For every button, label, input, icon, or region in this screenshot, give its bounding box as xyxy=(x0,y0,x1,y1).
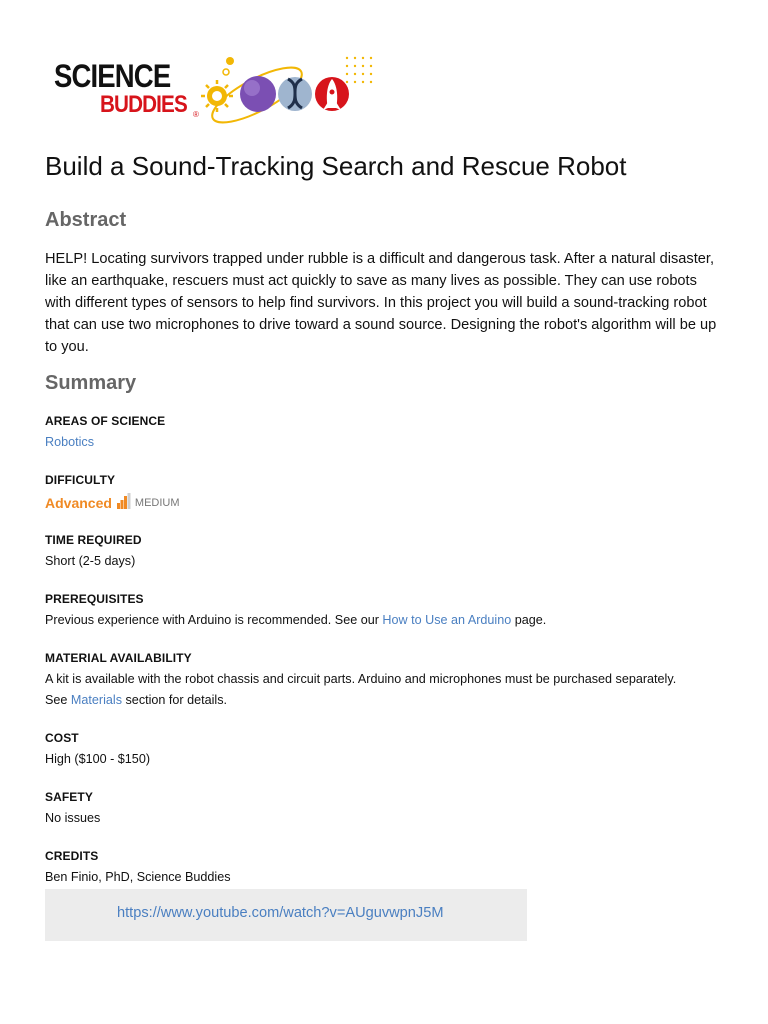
time-required xyxy=(45,532,725,572)
dna-icon xyxy=(278,77,312,111)
science-buddies-logo[interactable] xyxy=(52,50,382,128)
logo-text-science: SCIENCE xyxy=(54,58,171,94)
difficulty xyxy=(45,472,725,512)
credits-label: CREDITS xyxy=(45,849,99,863)
safety xyxy=(45,789,725,829)
youtube-video-link[interactable]: https://www.youtube.com/watch?v=AUguvwpnJ5M xyxy=(117,905,444,921)
difficulty-level: Advanced xyxy=(45,495,112,511)
difficulty-bars-icon xyxy=(117,493,131,509)
difficulty-sublevel: MEDIUM xyxy=(134,497,180,509)
arduino-guide-link[interactable]: How to Use an Arduino xyxy=(382,613,512,627)
summary-heading: Summary xyxy=(45,372,137,394)
prereq-label: PREREQUISITES xyxy=(45,592,144,606)
rocket-icon xyxy=(315,77,349,111)
abstract-heading: Abstract xyxy=(45,209,127,231)
prerequisites xyxy=(45,591,725,631)
time-value: Short (2-5 days) xyxy=(45,554,136,568)
credits xyxy=(45,848,725,888)
page-title: Build a Sound-Tracking Search and Rescue Robot xyxy=(45,151,627,181)
safety-value: No issues xyxy=(45,811,101,825)
abstract-text: HELP! Locating survivors trapped under rubble is a difficult and dangerous task. After a natural disaster, like an earthquake, rescuers must act quickly to save as many lives as possible. They can use robots with different types of sensors to help find survivors. In this project you will build a sound-tracking robot that can use two microphones to drive toward a sound source. Designing the robot's algorithm will be up to you. xyxy=(45,251,717,355)
logo-science-icons xyxy=(192,50,382,128)
prereq-value: Previous experience with Arduino is recommended. See our How to Use an Arduino page. xyxy=(45,613,547,627)
materials-link[interactable]: Materials xyxy=(70,693,123,707)
video-embed-box xyxy=(45,889,527,941)
planet-icon xyxy=(240,76,276,112)
safety-label: SAFETY xyxy=(45,790,93,804)
logo-registered-mark: ® xyxy=(193,110,199,119)
cost-label: COST xyxy=(45,731,79,745)
cost-value: High ($100 - $150) xyxy=(45,752,151,766)
sun-icon xyxy=(201,80,233,112)
material-label: MATERIAL AVAILABILITY xyxy=(45,651,192,665)
material-availability xyxy=(45,650,725,711)
difficulty-indicator xyxy=(45,492,725,512)
logo-text-buddies: BUDDIES xyxy=(100,91,187,118)
difficulty-label: DIFFICULTY xyxy=(45,473,116,487)
areas-of-science xyxy=(45,413,725,453)
dots-decoration xyxy=(346,57,372,83)
material-value: A kit is available with the robot chassis and circuit parts. Arduino and microphones must be purchased separately. See Materials section for details. xyxy=(45,672,677,707)
cost xyxy=(45,730,725,770)
robotics-link[interactable]: Robotics xyxy=(45,435,94,449)
time-label: TIME REQUIRED xyxy=(45,533,142,547)
areas-label: AREAS OF SCIENCE xyxy=(45,414,166,428)
credits-value: Ben Finio, PhD, Science Buddies xyxy=(45,870,231,884)
